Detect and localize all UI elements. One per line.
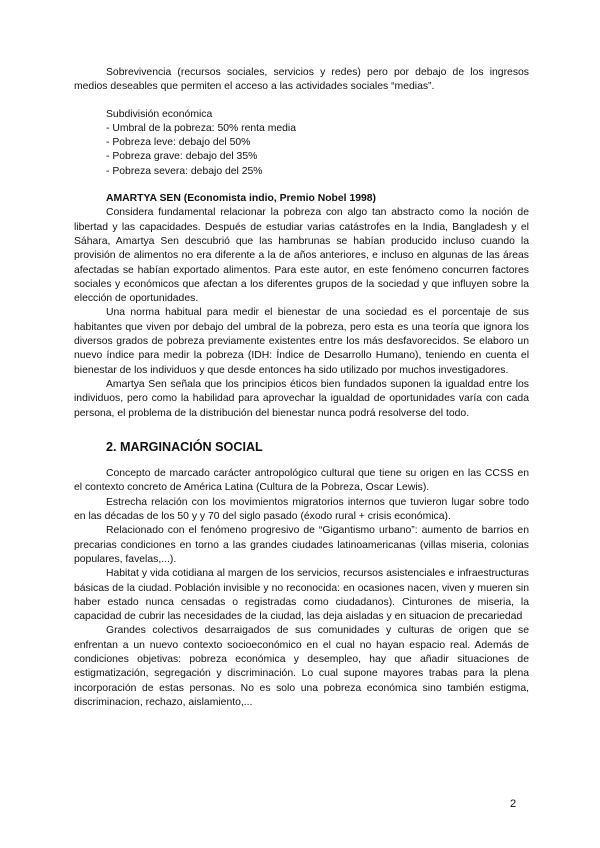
page-number: 2	[510, 798, 517, 810]
sen-heading: AMARTYA SEN (Economista indio, Premio Nobel 1998)	[106, 193, 377, 205]
sen-paragraph: Amartya Sen señala que los principios éticos bien fundados suponen la igualdad entre los individuos, pero como la habilidad para aprovechar la igualdad de oportunidades varía con cada persona, el problema de la distribución del bienestar nunca podrá resolverse del todo.	[74, 378, 529, 419]
marginacion-paragraph: Grandes colectivos desarraigados de sus comunidades y culturas de origen que se enfrentan a un nuevo contexto socioeconómico en el cual no hayan espacio real. Además de condiciones objetivas: pobreza económica y desempleo, hay que añadir situaciones de estigmatización, segregación y discriminación. Lo cual supone mayores trabas para la plena incorporación de estas personas. No es solo una pobreza económica sino también estigma, discriminacion, rechazo, aislamiento,...	[74, 625, 529, 708]
subdivision-item: - Pobreza severa: debajo del 25%	[106, 165, 263, 177]
sen-paragraph: Considera fundamental relacionar la pobreza con algo tan abstracto como la noción de libertad y las capacidades. Después de estudiar varias catástrofes en la India, Bangladesh y el Sáhara, Amartya Sen descubrió que las hambrunas se habían producido incluso cuando la provisión de alimentos no era diferente a la de años anteriores, e incluso en algunas de las áreas afectadas se habían exportado alimentos. Para este autor, en este fenómeno concurren factores sociales y económicos que afectan a los diferentes grupos de la sociedad y que influyen sobre la elección de oportunidades.	[74, 207, 529, 305]
subdivision-block	[74, 108, 529, 179]
section-heading: 2. MARGINACIÓN SOCIAL	[106, 439, 263, 454]
subdivision-title: Subdivisión económica	[106, 108, 213, 120]
subdivision-item: - Pobreza grave: debajo del 35%	[106, 151, 258, 163]
page-content	[74, 66, 529, 710]
marginacion-paragraph: Estrecha relación con los movimientos migratorios internos que tuvieron lugar sobre todo en las décadas de los 50 y y 70 del siglo pasado (éxodo rural + crisis económica).	[74, 496, 529, 523]
marginacion-paragraph: Habitat y vida cotidiana al margen de los servicios, recursos asistenciales e infraestructuras básicas de la ciudad. Población invisible y no reconocida: en ocasiones nacen, viven y mueren sin haber estado nunca censadas o registradas como ciudadanos). Cinturones de miseria, la capacidad de cubrir las necesidades de la ciudad, las deja aisladas y en situacion de precariedad	[74, 568, 529, 623]
sen-paragraph: Una norma habitual para medir el bienestar de una sociedad es el porcentaje de sus habitantes que viven por debajo del umbral de la pobreza, pero esta es una teoría que ignora los diversos grados de pobreza previamente existentes entre los más desfavorecidos. Se elaboro un nuevo índice para medir la pobreza (IDH: Índice de Desarrollo Humano), teniendo en cuenta el bienestar de los individuos y que desde entonces ha sido utilizado por muchos investigadores.	[74, 307, 529, 376]
marginacion-paragraph: Relacionado con el fenómeno progresivo de “Gigantismo urbano”: aumento de barrios en precarias condiciones en torno a las grandes ciudades latinoamericanas (villas miseria, colonias populares, favelas,...).	[74, 525, 529, 565]
marginacion-paragraph: Concepto de marcado carácter antropológico cultural que tiene su origen en las CCSS en el contexto concreto de América Latina (Cultura de la Pobreza, Oscar Lewis).	[74, 468, 529, 494]
subdivision-item: - Pobreza leve: debajo del 50%	[106, 137, 251, 149]
spacer	[74, 95, 529, 108]
intro-paragraph: Sobrevivencia (recursos sociales, servicios y redes) pero por debajo de los ingresos medios deseables que permiten el acceso a las actividades sociales “medias”.	[74, 67, 529, 93]
subdivision-item: - Umbral de la pobreza: 50% renta media	[106, 122, 297, 134]
